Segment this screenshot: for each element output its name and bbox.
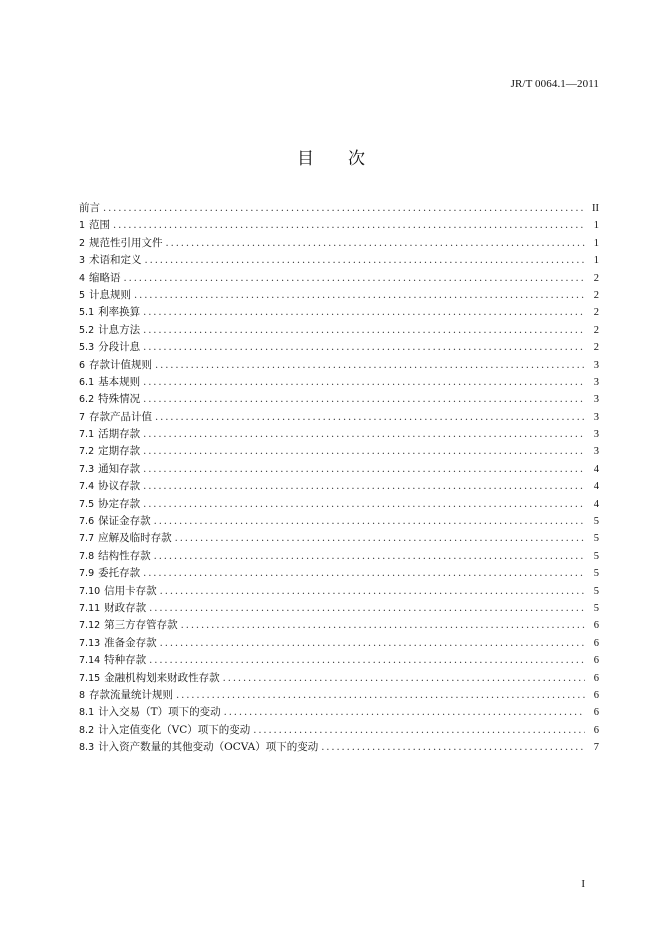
toc-entry[interactable] <box>79 304 599 321</box>
toc-entry-page: 5 <box>593 516 599 528</box>
toc-entry-page: 3 <box>593 446 599 458</box>
toc-entry-title: 保证金存款 <box>98 515 151 528</box>
toc-entry[interactable] <box>79 583 599 600</box>
toc-entry-number: 2 <box>79 237 86 249</box>
toc-entry-number: 7.12 <box>79 620 101 632</box>
toc-entry-title: 利率换算 <box>98 306 141 319</box>
toc-dot-leader <box>143 374 585 391</box>
toc-entry[interactable] <box>79 391 599 408</box>
title-char-1: 目 <box>297 149 314 169</box>
toc-dot-leader <box>155 409 585 426</box>
toc-entry-page: 2 <box>593 324 599 336</box>
toc-entry-title: 通知存款 <box>98 462 141 475</box>
toc-entry-number: 7 <box>79 411 86 423</box>
toc-dot-leader <box>181 617 585 634</box>
toc-entry[interactable] <box>79 704 599 721</box>
toc-entry-page: 2 <box>593 272 599 284</box>
toc-entry-page: 2 <box>593 342 599 354</box>
toc-dot-leader <box>154 513 585 530</box>
toc-entry-number: 7.2 <box>79 446 95 458</box>
toc-entry-number: 3 <box>79 255 86 267</box>
toc-dot-leader <box>143 461 585 478</box>
toc-dot-leader <box>143 426 585 443</box>
toc-entry[interactable] <box>79 270 599 287</box>
toc-entry-title: 缩略语 <box>89 271 121 284</box>
toc-entry-page: 6 <box>593 672 599 684</box>
toc-entry[interactable] <box>79 200 599 217</box>
toc-entry-title: 金融机构划来财政性存款 <box>104 671 220 684</box>
toc-entry[interactable] <box>79 635 599 652</box>
toc-entry-number: 7.8 <box>79 550 95 562</box>
toc-dot-leader <box>223 670 585 687</box>
toc-dot-leader <box>166 235 585 252</box>
toc-entry[interactable] <box>79 322 599 339</box>
toc-entry-number: 7.15 <box>79 672 101 684</box>
toc-entry-title: 信用卡存款 <box>104 584 157 597</box>
toc-entry-title: 存款产品计值 <box>89 410 153 423</box>
toc-entry-title: 定期存款 <box>98 445 141 458</box>
toc-entry-title: 财政存款 <box>104 601 147 614</box>
toc-dot-leader <box>253 722 585 739</box>
toc-entry[interactable] <box>79 235 599 252</box>
toc-dot-leader <box>143 339 585 356</box>
toc-entry-number: 7.5 <box>79 498 95 510</box>
toc-dot-leader <box>143 391 585 408</box>
toc-entry[interactable] <box>79 652 599 669</box>
toc-entry-page: 6 <box>593 724 599 736</box>
toc-dot-leader <box>176 687 585 704</box>
toc-entry-page: II <box>592 203 599 214</box>
toc-entry-page: 6 <box>593 655 599 667</box>
toc-entry-number: 5.3 <box>79 342 95 354</box>
toc-entry-page: 5 <box>593 568 599 580</box>
toc-dot-leader <box>143 565 585 582</box>
toc-dot-leader <box>143 304 585 321</box>
toc-entry-number: 7.11 <box>79 602 101 614</box>
toc-entry-number: 7.7 <box>79 533 95 545</box>
toc-entry-page: 3 <box>593 359 599 371</box>
toc-entry-title: 计入定值变化（VC）项下的变动 <box>98 723 251 736</box>
toc-entry[interactable] <box>79 426 599 443</box>
toc-dot-leader <box>160 635 585 652</box>
toc-entry-title: 委托存款 <box>98 567 141 580</box>
toc-dot-leader <box>143 496 585 513</box>
toc-entry[interactable] <box>79 374 599 391</box>
toc-entry-title: 规范性引用文件 <box>89 236 163 249</box>
toc-dot-leader <box>321 739 585 756</box>
toc-entry-number: 6.2 <box>79 394 95 406</box>
toc-entry-number: 7.10 <box>79 585 101 597</box>
toc-entry-page: 4 <box>593 498 599 510</box>
page-number: I <box>581 878 585 890</box>
toc-entry-title: 计入交易（T）项下的变动 <box>98 706 221 719</box>
toc-entry-number: 8.3 <box>79 742 95 754</box>
toc-entry-number: 7.1 <box>79 429 95 441</box>
toc-entry-title: 第三方存管存款 <box>104 619 178 632</box>
toc-entry-number: 5.1 <box>79 307 95 319</box>
toc-dot-leader <box>149 652 585 669</box>
toc-entry-title: 分段计息 <box>98 341 141 354</box>
toc-entry-number: 4 <box>79 272 86 284</box>
toc-entry[interactable] <box>79 252 599 269</box>
toc-entry[interactable] <box>79 217 599 234</box>
toc-entry-title: 活期存款 <box>98 428 141 441</box>
toc-entry-number: 5 <box>79 289 86 301</box>
toc-entry-number: 7.3 <box>79 463 95 475</box>
toc-dot-leader <box>134 287 585 304</box>
table-of-contents <box>79 200 599 757</box>
toc-entry-title: 存款计值规则 <box>89 358 153 371</box>
toc-entry[interactable] <box>79 339 599 356</box>
toc-entry-page: 5 <box>593 550 599 562</box>
toc-entry-title: 计入资产数量的其他变动（OCVA）项下的变动 <box>98 741 319 754</box>
toc-entry-page: 5 <box>593 585 599 597</box>
toc-dot-leader <box>113 217 585 234</box>
toc-dot-leader <box>160 583 585 600</box>
toc-entry[interactable] <box>79 461 599 478</box>
toc-entry-page: 6 <box>593 620 599 632</box>
toc-entry-page: 3 <box>593 429 599 441</box>
toc-entry-number: 7.4 <box>79 481 95 493</box>
toc-entry[interactable] <box>79 548 599 565</box>
toc-entry-title: 协定存款 <box>98 497 141 510</box>
document-code: JR/T 0064.1—2011 <box>510 78 599 90</box>
toc-entry[interactable] <box>79 287 599 304</box>
toc-entry-number: 8.1 <box>79 707 95 719</box>
toc-entry[interactable] <box>79 739 599 756</box>
toc-entry-page: 4 <box>593 481 599 493</box>
toc-entry-number: 7.6 <box>79 516 95 528</box>
toc-entry-number: 7.13 <box>79 637 101 649</box>
toc-entry-number: 8.2 <box>79 724 95 736</box>
toc-dot-leader <box>145 252 585 269</box>
toc-entry-number: 7.14 <box>79 655 101 667</box>
toc-dot-leader <box>143 478 585 495</box>
toc-entry-number: 8 <box>79 689 86 701</box>
toc-entry-page: 1 <box>593 220 599 232</box>
toc-entry-number: 1 <box>79 220 86 232</box>
toc-entry-page: 3 <box>593 376 599 388</box>
toc-entry-title: 特种存款 <box>104 654 147 667</box>
toc-entry-title: 计息方法 <box>98 323 141 336</box>
toc-entry[interactable] <box>79 443 599 460</box>
toc-entry-page: 6 <box>593 637 599 649</box>
toc-entry-title: 协议存款 <box>98 480 141 493</box>
toc-entry[interactable] <box>79 600 599 617</box>
toc-entry-page: 5 <box>593 533 599 545</box>
toc-dot-leader <box>143 322 585 339</box>
toc-entry-title: 结构性存款 <box>98 549 151 562</box>
toc-entry[interactable] <box>79 530 599 547</box>
page-title <box>0 144 662 169</box>
toc-entry-number: 5.2 <box>79 324 95 336</box>
toc-entry-title: 基本规则 <box>98 375 141 388</box>
toc-entry-title: 准备金存款 <box>104 636 157 649</box>
toc-entry-title: 应解及临时存款 <box>98 532 172 545</box>
toc-entry-page: 1 <box>593 237 599 249</box>
toc-entry-page: 3 <box>593 394 599 406</box>
toc-entry-page: 5 <box>593 602 599 614</box>
toc-dot-leader <box>154 548 585 565</box>
toc-entry-page: 2 <box>593 307 599 319</box>
toc-entry-number: 7.9 <box>79 568 95 580</box>
toc-dot-leader <box>143 443 585 460</box>
toc-entry[interactable] <box>79 617 599 634</box>
toc-entry-page: 1 <box>593 255 599 267</box>
toc-dot-leader <box>155 357 585 374</box>
toc-entry[interactable] <box>79 513 599 530</box>
toc-entry-title: 术语和定义 <box>89 254 142 267</box>
toc-entry[interactable] <box>79 687 599 704</box>
toc-entry-page: 6 <box>593 707 599 719</box>
toc-dot-leader <box>124 270 585 287</box>
toc-entry-title: 前言 <box>79 202 100 214</box>
toc-entry[interactable] <box>79 670 599 687</box>
toc-entry-page: 7 <box>593 742 599 754</box>
toc-dot-leader <box>103 200 585 217</box>
toc-entry[interactable] <box>79 565 599 582</box>
toc-entry[interactable] <box>79 478 599 495</box>
toc-entry-title: 计息规则 <box>89 288 132 301</box>
toc-dot-leader <box>175 530 585 547</box>
toc-entry[interactable] <box>79 357 599 374</box>
title-char-2: 次 <box>348 149 365 169</box>
toc-entry[interactable] <box>79 722 599 739</box>
toc-entry-page: 6 <box>593 689 599 701</box>
toc-dot-leader <box>149 600 585 617</box>
toc-dot-leader <box>224 704 585 721</box>
toc-entry-number: 6 <box>79 359 86 371</box>
toc-entry-page: 2 <box>593 289 599 301</box>
toc-entry-number: 6.1 <box>79 376 95 388</box>
toc-entry[interactable] <box>79 409 599 426</box>
toc-entry[interactable] <box>79 496 599 513</box>
toc-entry-title: 范围 <box>89 219 111 232</box>
toc-entry-page: 3 <box>593 411 599 423</box>
toc-entry-page: 4 <box>593 463 599 475</box>
toc-entry-title: 特殊情况 <box>98 393 141 406</box>
toc-entry-title: 存款流量统计规则 <box>89 688 174 701</box>
